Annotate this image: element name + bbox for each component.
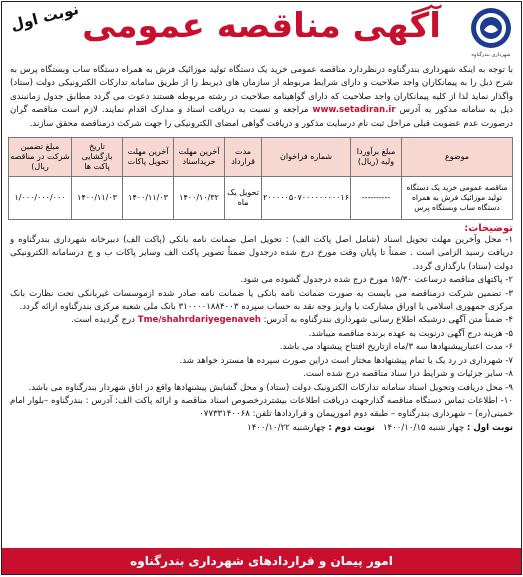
cell-duration: تحویل یک ماه — [225, 177, 262, 220]
telegram-channel-link[interactable]: Tme/shahrdariyegenaveh — [137, 315, 261, 326]
intro-paragraph — [2, 60, 521, 133]
cell-subject: مناقصه عمومی خرید یک دستگاه تولید موزائیک فرش به همراه دستگاه ساب وبستگاه پرس — [402, 177, 513, 220]
logo-caption: شهرداری بندرگناوه — [471, 52, 511, 58]
table-row — [9, 177, 513, 220]
note-10-line-1: ۱۰- اطلاعات تماس دستگاه مناقصه گذارجهت دریافت اطلاعات بیشتردرخصوص اسناد مناقصه و ارائه پاکت الف: آدرس : بندرگناوه –بلوار امام — [10, 395, 513, 406]
note-3-line-2: مرکزی جمهوری اسلامی یا اوراق مشارکت یا واریز وجه نقد به حساب سپرده ۳۱۰۰۰۰۱۸۸۴۰۰۳ بانک ملی شعبه مرکزی بندرگناوه ارائه گردد. — [19, 302, 513, 313]
table-header-row — [9, 138, 513, 177]
cell-call-number: ۲۰۰۰۰۰۵۰۷۰۰۰۰۰۰۰۰۰۱۶ — [262, 177, 351, 220]
note-1-line-3: دولت (ستاد) بارگذاری گردد. — [412, 261, 513, 272]
intro-line-3: دولت (ستاد) واگذار نماید لذا از کلیه پیمانکاران واجد صلاحیت که دارای گواهینامه صلاحیت در رشته مربوطه هستند دعوت می گردد — [10, 78, 513, 102]
note-4 — [10, 314, 513, 327]
col-call-number: شماره فراخوان — [262, 138, 351, 177]
note-10 — [10, 395, 513, 422]
note-8: ۸- سایر جزئیات و شرایط درا سناد مناقصه درج شده است. — [303, 369, 513, 380]
notes-list — [2, 234, 521, 435]
tender-notice — [1, 1, 522, 575]
round2-date: چهارشنبه ۱۴۰۰/۱۰/۲۲ — [247, 422, 326, 433]
intro-line-2: پرس به شرح ذیل را به پیمانکاران واجد صلاحیت و دارای شرایط مربوطه از سازمان های ذیربط را از طریق سامانه تدارکات الکترونیکی — [10, 65, 513, 89]
note-10-line-2: خمینی(ره) – شهرداری بندرگناوه – طبقه دوم امورپیمان و قراردادها تلفن: ۰۷۷۳۳۱۴۰۰۶۸ — [199, 409, 513, 420]
intro-line-1: با توجه به اینکه شهرداری بندرگناوه درنظردارد مناقصه عمومی خرید یک دستگاه تولید موزائیک فرش به همراه دستگاه ساب وبستگاه — [40, 65, 514, 75]
round2-label: نوبت دوم : — [328, 422, 375, 433]
intro-line-5: لازم است مناقصه گران درصورت عدم عضویت قبلی مراحل ثبت نام درسایت مذکور و دریافت گواهی امضای الکترونیکی را جهت شرکت — [10, 105, 513, 129]
note-4-text: ۴- ضمناً متن آگهی درشبکه اطلاع رسانی شهرداری بندرگناوه به آدرس: — [263, 315, 513, 326]
note-2: ۲- پاکتهای مناقصه درساعت ۱۵/۳۰ مورخ درج شده درجدول گشوده می شود. — [240, 275, 513, 286]
intro-line-4b: مراجعه و نسبت به دریافت اسناد و مدارک اقدام نمایند. — [101, 105, 309, 116]
col-doc-deadline: آخرین مهلت خریداسناد — [174, 138, 225, 177]
notice-title: آگهی مناقصه عمومی — [82, 6, 441, 46]
cell-estimate: ---------- — [351, 177, 402, 220]
note-1-line-2: و دریافت رسید الزامی است . ضمناً تا پایان وقت مورخ درج شده درجدول ضمناً تصویر پاکت الف وسایر پاکات ب و ج درسامانه الکترونیکی — [10, 235, 513, 259]
round1-label: نوبت اول : — [466, 422, 513, 433]
cell-opening-date: ۱۴۰۰/۱۱/۰۳ — [72, 177, 123, 220]
notice-header — [2, 2, 521, 60]
notes-title: توضیحات: — [464, 223, 513, 235]
col-opening-date: تاریخ بازگشایی پاکت ها — [72, 138, 123, 177]
note-5: ۵- هزینه درج آگهی درنوبت به عهده برنده مناقصه میباشد. — [308, 328, 513, 339]
note-3 — [10, 288, 513, 315]
note-4-tail: درج گردیده است. — [71, 315, 135, 326]
note-3-line-1: ۳- تضمین شرکت درمناقصه می بایست به صورت ضمانت نامه بانکی یا ضمانت نامه صادر شده ازموسسات غیربانکی تحت نظارت بانک — [10, 288, 513, 299]
round1-date: چهار شنبه ۱۴۰۰/۱۰/۱۵ — [382, 422, 465, 433]
col-estimate: مبلغ برآوردا ولیه (ریال) — [351, 138, 402, 177]
col-guarantee: مبلغ تضمین شرکت در مناقصه ریال) — [9, 138, 72, 177]
cell-guarantee: ۱/۰۰۰/۰۰۰/۰۰۰ — [9, 177, 72, 220]
footer-banner: امور پیمان و قراردادهای شهرداری بندرگناوه — [2, 548, 521, 574]
publication-dates — [10, 422, 513, 435]
col-subject: موضوع — [402, 138, 513, 177]
note-9: ۹- محل دریافت وتحویل اسناد سامانه تدارکات الکترونیک دولت (ستاد) و محل گشایش پیشنهادها واقع در اتاق شهردار بندرگناوه می باشد. — [28, 382, 513, 393]
cell-doc-deadline: ۱۴۰۰/۱۰/۳۲ — [174, 177, 225, 220]
tender-table — [8, 137, 513, 220]
setad-website-link[interactable]: www.setadiran.ir — [312, 105, 396, 116]
col-submit-deadline: آخرین مهلت تحویل پاکات — [123, 138, 174, 177]
note-6: ۶- مدت اعتبارپیشنهادها سه ۳/ماه ازتاریخ افتتاح پیشنهاد می باشد. — [279, 342, 513, 353]
cell-submit-deadline: ۱۴۰۰/۱۱/۰۳ — [123, 177, 174, 220]
round-stamp: نوبت اول — [8, 0, 81, 35]
note-7: ۷- شهرداری در رد یک یا تمام پیشنهادها مختار است دراین صورت سپرده ها مسترد خواهد شد. — [179, 355, 513, 366]
intro-line-6: درمناقصه محقق سازند. — [29, 118, 115, 129]
intro-line-4a: مطابق جدول زمانبندی ذیل به سامانه مذکور به آدرس — [10, 91, 513, 116]
col-duration: مدت قرارداد — [225, 138, 262, 177]
note-1 — [10, 234, 513, 274]
note-1-line-1: ۱- محل وآخرین مهلت تحویل اسناد (شامل اصل پاکت الف) : تحویل اصل ضمانت نامه بانکی (پاکت الف) دبیرخانه شهرداری بندرگناوه — [18, 235, 513, 246]
